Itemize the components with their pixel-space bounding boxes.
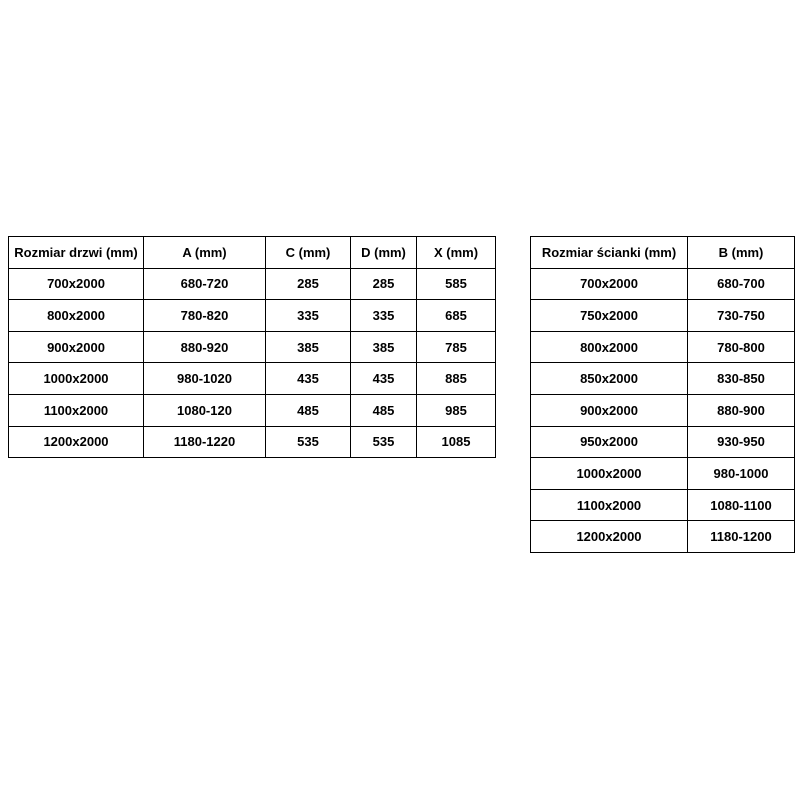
cell-b: 930-950	[688, 426, 795, 458]
cell-b: 780-800	[688, 331, 795, 363]
table-row	[9, 331, 496, 363]
table-row	[9, 426, 496, 458]
wall-dimensions-table	[530, 236, 795, 553]
cell-b: 680-700	[688, 268, 795, 300]
cell-b: 1080-1100	[688, 489, 795, 521]
cell-door-size: 700x2000	[9, 268, 144, 300]
cell-wall-size: 1100x2000	[531, 489, 688, 521]
cell-wall-size: 1000x2000	[531, 458, 688, 490]
cell-wall-size: 850x2000	[531, 363, 688, 395]
cell-door-size: 900x2000	[9, 331, 144, 363]
cell-door-size: 800x2000	[9, 300, 144, 332]
cell-d: 335	[351, 300, 417, 332]
cell-b: 980-1000	[688, 458, 795, 490]
cell-d: 485	[351, 394, 417, 426]
cell-a: 680-720	[144, 268, 266, 300]
cell-x: 885	[417, 363, 496, 395]
cell-wall-size: 700x2000	[531, 268, 688, 300]
cell-door-size: 1200x2000	[9, 426, 144, 458]
cell-door-size: 1000x2000	[9, 363, 144, 395]
column-header-wall-size: Rozmiar ścianki (mm)	[531, 237, 688, 269]
column-header-a: A (mm)	[144, 237, 266, 269]
cell-d: 535	[351, 426, 417, 458]
table-row	[531, 426, 795, 458]
column-header-b: B (mm)	[688, 237, 795, 269]
table-row	[531, 363, 795, 395]
table-row	[531, 300, 795, 332]
cell-x: 585	[417, 268, 496, 300]
cell-c: 535	[266, 426, 351, 458]
cell-a: 1080-120	[144, 394, 266, 426]
cell-x: 685	[417, 300, 496, 332]
cell-a: 780-820	[144, 300, 266, 332]
table-row	[531, 394, 795, 426]
table-header-row	[531, 237, 795, 269]
wall-table-grid	[530, 236, 795, 553]
column-header-d: D (mm)	[351, 237, 417, 269]
wall-table-head	[531, 237, 795, 269]
cell-x: 985	[417, 394, 496, 426]
table-row	[9, 268, 496, 300]
cell-d: 385	[351, 331, 417, 363]
cell-wall-size: 900x2000	[531, 394, 688, 426]
wall-table-body	[531, 268, 795, 552]
column-header-x: X (mm)	[417, 237, 496, 269]
cell-c: 435	[266, 363, 351, 395]
cell-wall-size: 1200x2000	[531, 521, 688, 553]
column-header-door-size: Rozmiar drzwi (mm)	[9, 237, 144, 269]
doors-table-grid	[8, 236, 496, 458]
cell-c: 285	[266, 268, 351, 300]
cell-x: 785	[417, 331, 496, 363]
cell-b: 1180-1200	[688, 521, 795, 553]
cell-a: 880-920	[144, 331, 266, 363]
cell-c: 385	[266, 331, 351, 363]
column-header-c: C (mm)	[266, 237, 351, 269]
table-row	[9, 394, 496, 426]
cell-wall-size: 950x2000	[531, 426, 688, 458]
table-row	[531, 521, 795, 553]
cell-b: 830-850	[688, 363, 795, 395]
table-row	[531, 331, 795, 363]
cell-b: 880-900	[688, 394, 795, 426]
table-row	[531, 268, 795, 300]
cell-b: 730-750	[688, 300, 795, 332]
table-row	[9, 363, 496, 395]
table-row	[531, 489, 795, 521]
cell-c: 335	[266, 300, 351, 332]
cell-a: 980-1020	[144, 363, 266, 395]
cell-d: 435	[351, 363, 417, 395]
doors-table-body	[9, 268, 496, 458]
cell-a: 1180-1220	[144, 426, 266, 458]
cell-wall-size: 750x2000	[531, 300, 688, 332]
table-row	[531, 458, 795, 490]
cell-c: 485	[266, 394, 351, 426]
cell-wall-size: 800x2000	[531, 331, 688, 363]
table-header-row	[9, 237, 496, 269]
cell-door-size: 1100x2000	[9, 394, 144, 426]
table-row	[9, 300, 496, 332]
cell-x: 1085	[417, 426, 496, 458]
doors-dimensions-table	[8, 236, 496, 458]
doors-table-head	[9, 237, 496, 269]
cell-d: 285	[351, 268, 417, 300]
